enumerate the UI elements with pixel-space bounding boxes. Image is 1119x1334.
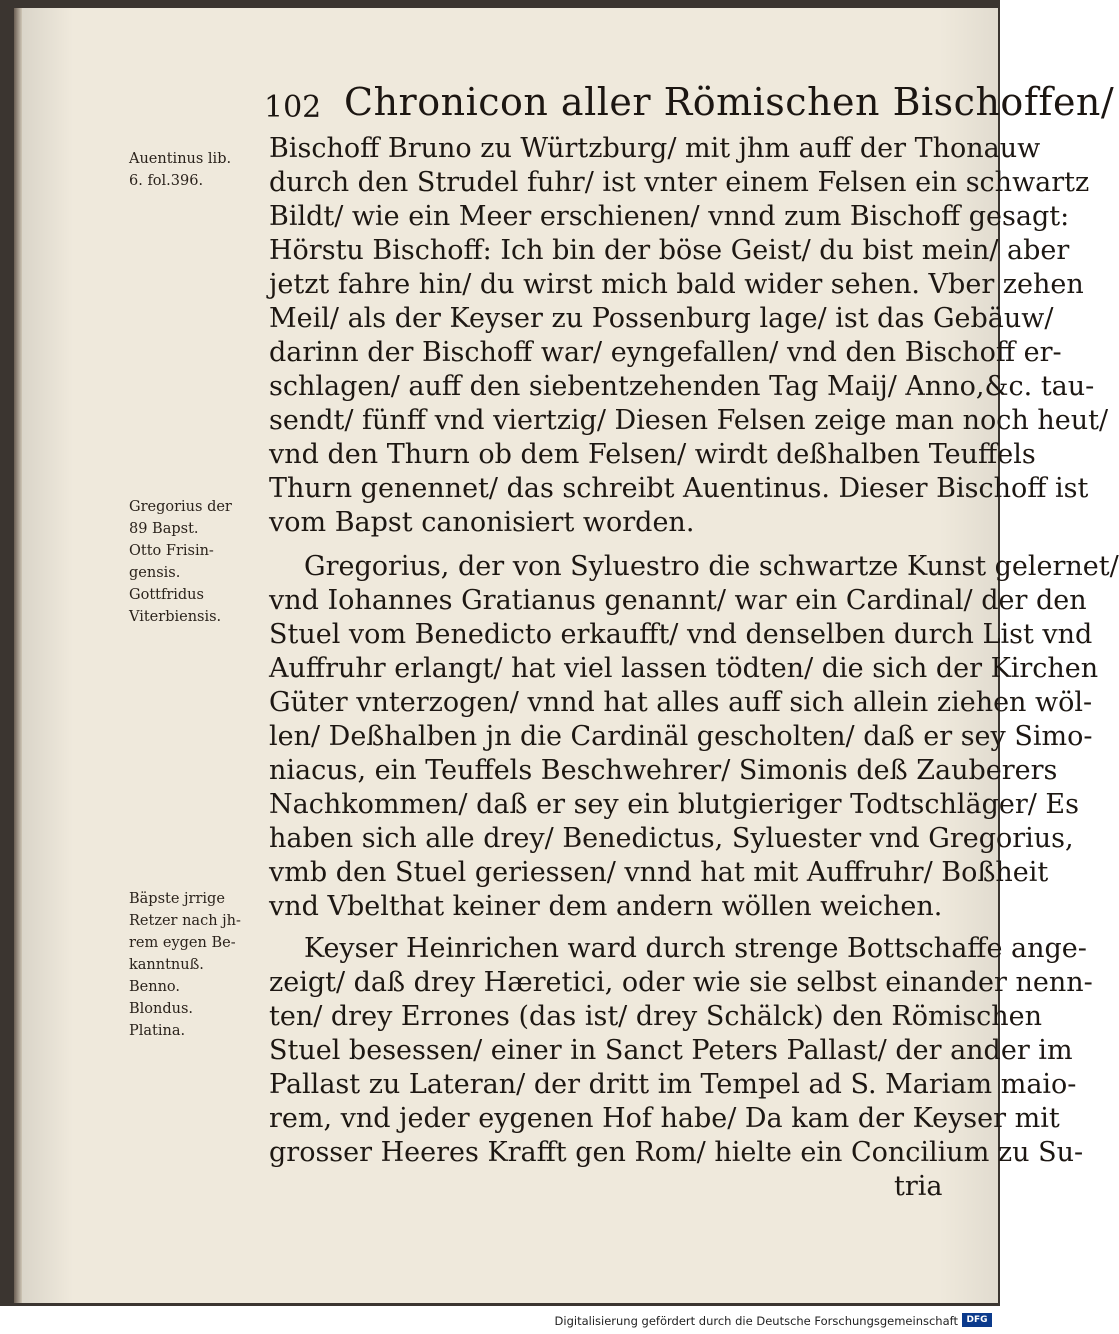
text-line: Stuel vom Benedicto erkaufft/ vnd denselben durch List vnd: [269, 619, 1093, 650]
digitization-credit: Digitalisierung gefördert durch die Deutsche Forschungsgemeinschaft: [554, 1314, 958, 1328]
text-line: durch den Strudel fuhr/ ist vnter einem Felsen ein schwartz: [269, 167, 1090, 198]
text-line: Pallast zu Lateran/ der dritt im Tempel ad S. Mariam maio-: [269, 1069, 1077, 1100]
text-line: Bildt/ wie ein Meer erschienen/ vnnd zum Bischoff gesagt:: [269, 201, 1070, 232]
margin-note-line: Platina.: [129, 1023, 186, 1039]
margin-note-line: Viterbiensis.: [129, 609, 222, 625]
running-title: Chronicon aller Römischen Bischoffen/: [344, 80, 1115, 124]
book-page: [14, 8, 1119, 1303]
text-line: vnd den Thurn ob dem Felsen/ wirdt deßhalben Teuffels: [269, 439, 1036, 470]
margin-note-line: Retzer nach jh-: [129, 913, 241, 929]
margin-note-line: rem eygen Be-: [129, 935, 236, 951]
text-line: darinn der Bischoff war/ eyngefallen/ vnd den Bischoff er-: [269, 337, 1062, 368]
text-line: sendt/ fünff vnd viertzig/ Diesen Felsen zeige man noch heut/: [269, 405, 1109, 436]
margin-note-line: Otto Frisin-: [129, 543, 214, 559]
margin-note-line: Blondus.: [129, 1001, 194, 1017]
margin-note-line: 6. fol.396.: [129, 173, 204, 189]
text-line: Stuel besessen/ einer in Sanct Peters Pallast/ der ander im: [269, 1035, 1073, 1066]
page-number: 102: [264, 90, 322, 125]
text-line: Auffruhr erlangt/ hat viel lassen tödten/ die sich der Kirchen: [269, 653, 1099, 684]
text-line: vnd Vbelthat keiner dem andern wöllen weichen.: [269, 891, 943, 922]
text-line-paragraph-start: Keyser Heinrichen ward durch strenge Bottschaffe ange-: [304, 933, 1087, 964]
text-line: niacus, ein Teuffels Beschwehrer/ Simonis deß Zauberers: [269, 755, 1058, 786]
text-line: zeigt/ daß drey Hæretici, oder wie sie selbst einander nenn-: [269, 967, 1093, 998]
margin-note-line: kanntnuß.: [129, 957, 204, 973]
text-line-paragraph-start: Gregorius, der von Syluestro die schwartze Kunst gelernet/: [304, 551, 1119, 582]
page-gutter-shadow: [14, 8, 22, 1303]
catchword: tria: [894, 1171, 943, 1202]
margin-note-line: Gregorius der: [129, 499, 232, 515]
margin-note-line: Benno.: [129, 979, 180, 995]
text-line: schlagen/ auff den siebentzehenden Tag Maij/ Anno,&c. tau-: [269, 371, 1095, 402]
text-line: Hörstu Bischoff: Ich bin der böse Geist/ du bist mein/ aber: [269, 235, 1070, 266]
text-line: Thurn genennet/ das schreibt Auentinus. Dieser Bischoff ist: [269, 473, 1089, 504]
margin-note-line: 89 Bapst.: [129, 521, 199, 537]
text-line: vom Bapst canonisiert worden.: [269, 507, 695, 538]
text-line: vmb den Stuel geriessen/ vnnd hat mit Auffruhr/ Boßheit: [269, 857, 1049, 888]
text-line: grosser Heeres Krafft gen Rom/ hielte ein Concilium zu Su-: [269, 1137, 1084, 1168]
text-line: Bischoff Bruno zu Würtzburg/ mit jhm auff der Thonauw: [269, 133, 1041, 164]
text-line: Nachkommen/ daß er sey ein blutgieriger Todtschläger/ Es: [269, 789, 1079, 820]
footer-bar: [0, 1306, 1000, 1334]
text-line: haben sich alle drey/ Benedictus, Syluester vnd Gregorius,: [269, 823, 1074, 854]
margin-note-line: gensis.: [129, 565, 181, 581]
margin-note-line: Bäpste jrrige: [129, 891, 225, 907]
text-line: Güter vnterzogen/ vnnd hat alles auff sich allein ziehen wöl-: [269, 687, 1093, 718]
margin-note-line: Auentinus lib.: [129, 151, 232, 167]
text-line: jetzt fahre hin/ du wirst mich bald wider sehen. Vber zehen: [269, 269, 1084, 300]
text-line: rem, vnd jeder eygenen Hof habe/ Da kam der Keyser mit: [269, 1103, 1060, 1134]
text-line: Meil/ als der Keyser zu Possenburg lage/ ist das Gebäuw/: [269, 303, 1054, 334]
text-line: vnd Iohannes Gratianus genannt/ war ein Cardinal/ der den: [269, 585, 1087, 616]
margin-note-line: Gottfridus: [129, 587, 204, 603]
text-line: ten/ drey Errones (das ist/ drey Schälck) den Römischen: [269, 1001, 1042, 1032]
text-line: len/ Deßhalben jn die Cardinäl gescholten/ daß er sey Simo-: [269, 721, 1093, 752]
dfg-logo: DFG: [962, 1313, 992, 1327]
